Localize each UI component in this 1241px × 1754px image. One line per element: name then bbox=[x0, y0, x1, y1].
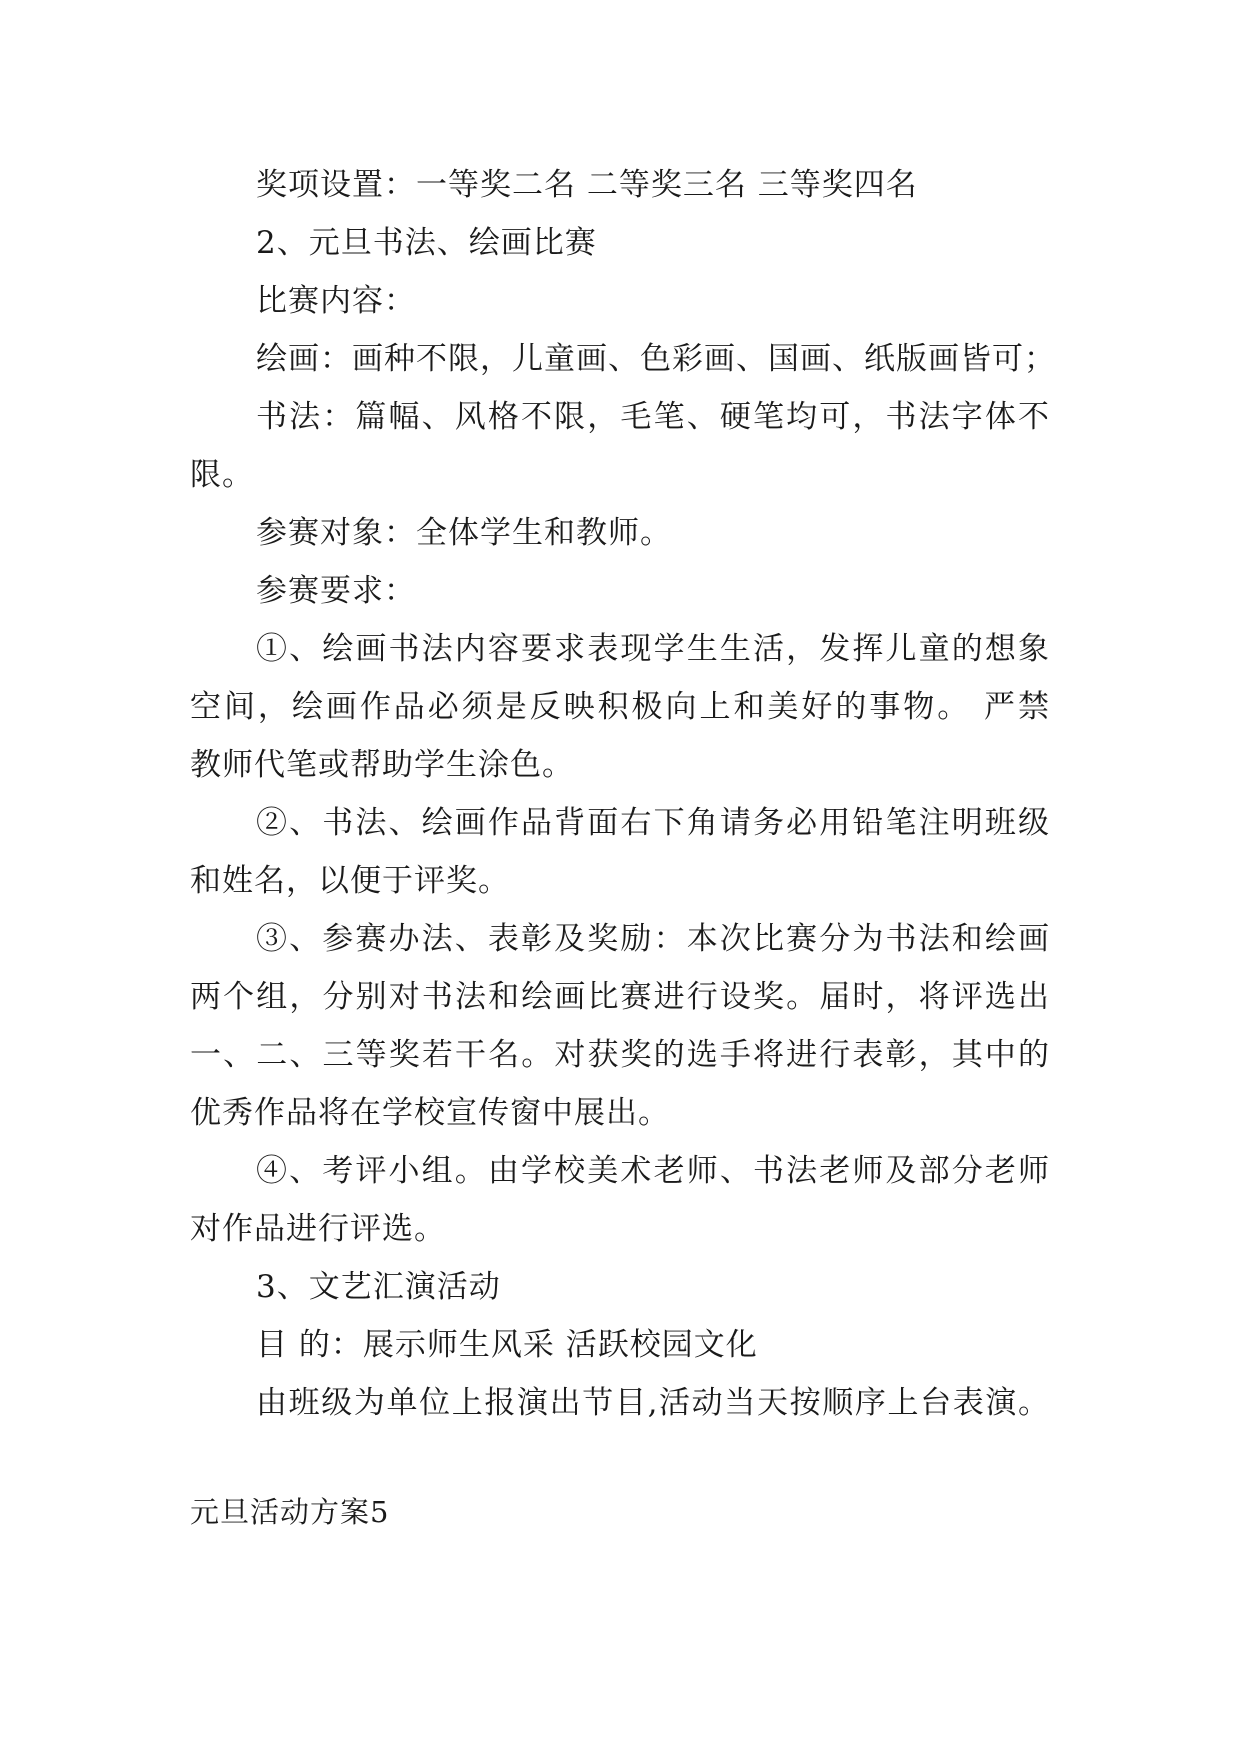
performance-details-line: 由班级为单位上报演出节目,活动当天按顺序上台表演。 bbox=[256, 1385, 1050, 1421]
contest-content-label: 比赛内容： bbox=[256, 283, 416, 319]
section-heading: 元旦活动方案5 bbox=[190, 1495, 390, 1529]
calligraphy-rules-line-cont: 限。 bbox=[190, 457, 254, 493]
requirement-1-line-3: 教师代笔或帮助学生涂色。 bbox=[190, 747, 574, 783]
requirement-4-line-1: ④、考评小组。由学校美术老师、书法老师及部分老师 bbox=[256, 1153, 1050, 1189]
requirement-3-line-1: ③、参赛办法、表彰及奖励：本次比赛分为书法和绘画 bbox=[256, 921, 1050, 957]
requirement-2-line-1: ②、书法、绘画作品背面右下角请务必用铅笔注明班级 bbox=[256, 805, 1050, 841]
requirement-3-line-3: 一、二、三等奖若干名。对获奖的选手将进行表彰，其中的 bbox=[190, 1037, 1050, 1073]
painting-rules-line: 绘画：画种不限，儿童画、色彩画、国画、纸版画皆可； bbox=[256, 341, 1056, 377]
requirement-1-line-2: 空间，绘画作品必须是反映积极向上和美好的事物。 严禁 bbox=[190, 689, 1050, 725]
participants-line: 参赛对象：全体学生和教师。 bbox=[256, 515, 672, 551]
requirement-3-line-2: 两个组，分别对书法和绘画比赛进行设奖。届时，将评选出 bbox=[190, 979, 1050, 1015]
calligraphy-rules-line: 书法：篇幅、风格不限，毛笔、硬笔均可，书法字体不 bbox=[256, 399, 1050, 435]
award-settings-line: 奖项设置：一等奖二名 二等奖三名 三等奖四名 bbox=[256, 167, 918, 203]
requirement-3-line-4: 优秀作品将在学校宣传窗中展出。 bbox=[190, 1095, 670, 1131]
requirement-4-line-2: 对作品进行评选。 bbox=[190, 1211, 446, 1247]
performance-purpose-line: 目 的：展示师生风采 活跃校园文化 bbox=[256, 1327, 758, 1363]
requirement-2-line-2: 和姓名，以便于评奖。 bbox=[190, 863, 510, 899]
requirements-label: 参赛要求： bbox=[256, 573, 416, 609]
calligraphy-painting-contest-title: 2、元旦书法、绘画比赛 bbox=[256, 225, 597, 261]
performance-activity-title: 3、文艺汇演活动 bbox=[256, 1269, 501, 1305]
requirement-1-line-1: ①、绘画书法内容要求表现学生生活，发挥儿童的想象 bbox=[256, 631, 1050, 667]
